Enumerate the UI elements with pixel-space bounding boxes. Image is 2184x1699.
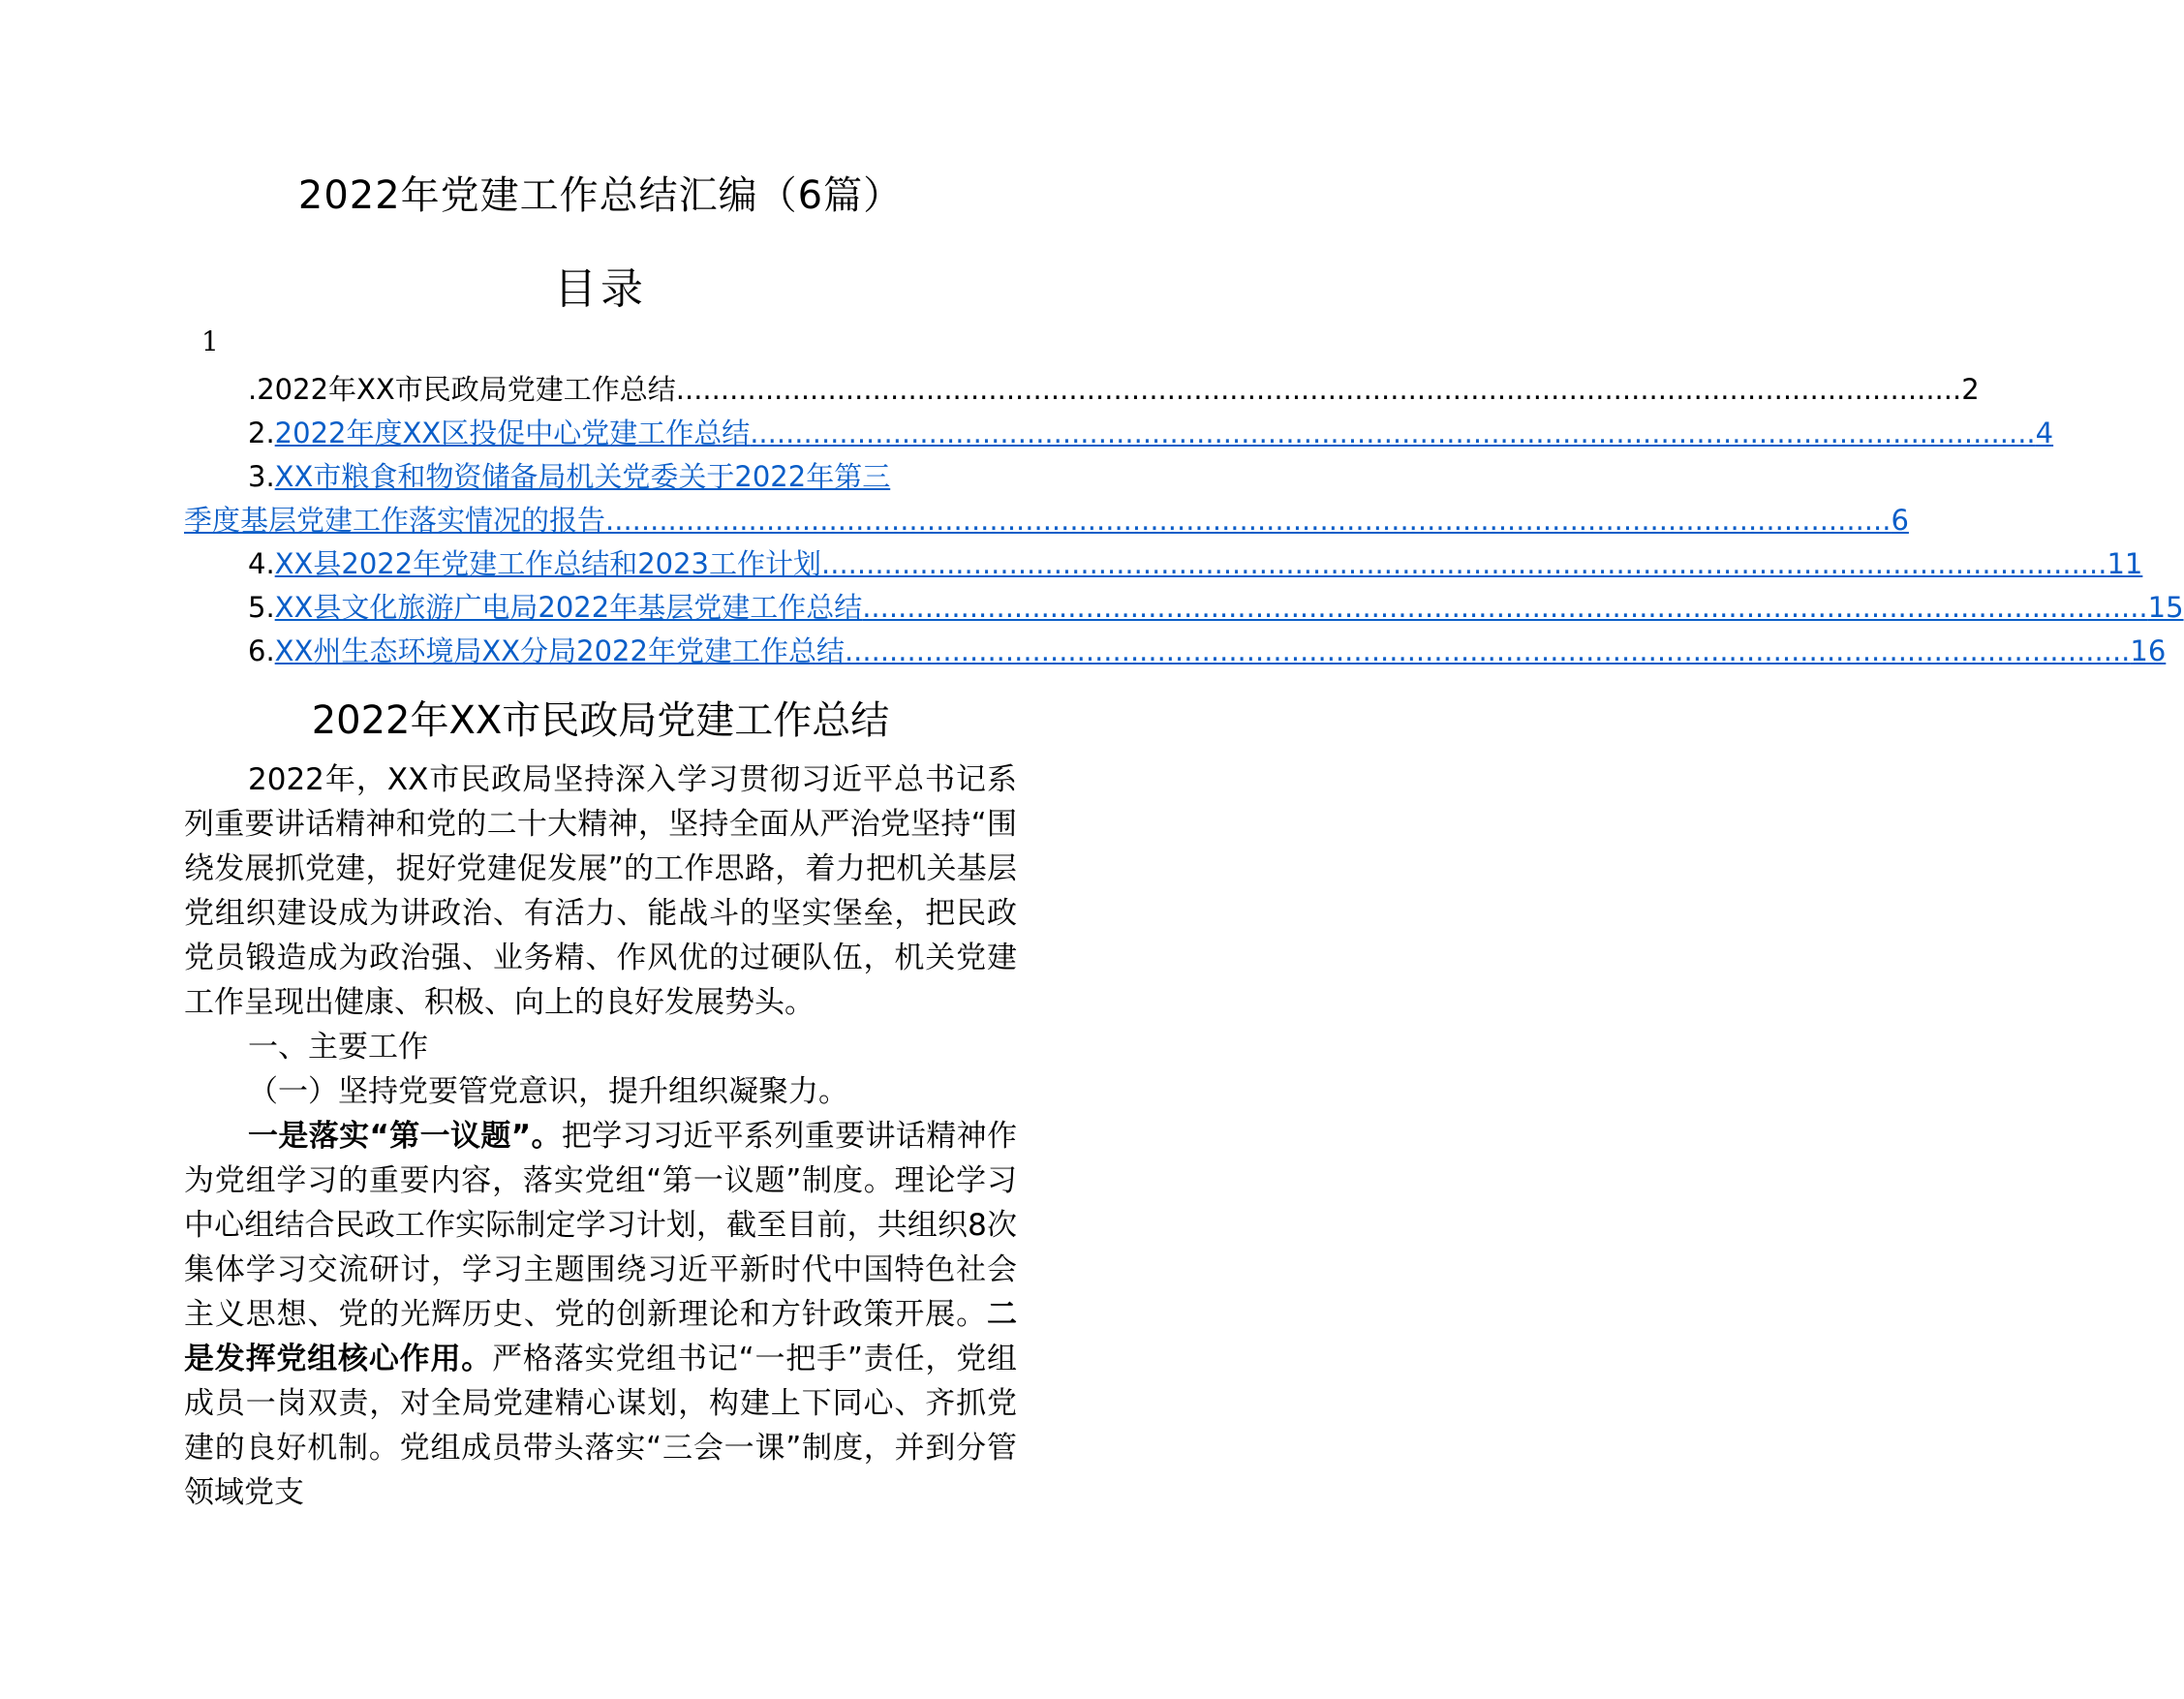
toc-entry-page: 4 [2035, 417, 2054, 449]
toc-heading: 目录 [554, 264, 647, 314]
paragraph-intro: 2022年，XX市民政局坚持深入学习贯彻习近平总书记系列重要讲话精神和党的二十大精神，坚持全面从严治党坚持“围绕发展抓党建，捉好党建促发展”的工作思路，着力把机关基层党组织建设成为讲政治、有活力、能战斗的坚实堡垒，把民政党员锻造成为政治强、业务精、作风优的过硬队伍，机关党建工作呈现出健康、积极、向上的良好发展势头。 [184, 762, 1017, 1020]
toc-entry-4[interactable] [184, 542, 2143, 586]
toc-entry-number: 6. [248, 634, 275, 667]
heading-main-work: 一、主要工作 [248, 1030, 428, 1065]
toc-leader-dots [845, 630, 2130, 673]
toc-entry-link[interactable]: XX州生态环境局XX分局2022年党建工作总结 [274, 634, 845, 667]
toc-entry-2[interactable] [184, 412, 2054, 455]
toc-entry-link[interactable]: XX市粮食和物资储备局机关党委关于2022年第三 [274, 460, 891, 493]
toc-leader-dots [862, 586, 2147, 630]
toc-entry-link[interactable]: 2022年度XX区投促中心党建工作总结 [274, 417, 751, 449]
toc-entry-3[interactable] [184, 455, 1909, 542]
toc-leader-dots [750, 412, 2035, 455]
toc-entry-number: 4. [248, 547, 275, 580]
toc-entry-1[interactable] [184, 368, 1980, 412]
toc-entry-page: 16 [2130, 634, 2167, 667]
toc-entry-page: 15 [2147, 591, 2184, 624]
paragraph-text-2: 严格落实党组书记“一把手”责任，党组成员一岗双责，对全局党建精心谋划，构建上下同心、齐抓党建的良好机制。党组成员带头落实“三会一课”制度，并到分管领域党支 [184, 1342, 1018, 1510]
paragraph-text-1: 把学习习近平系列重要讲话精神作为党组学习的重要内容，落实党组“第一议题”制度。理论学习中心组结合民政工作实际制定学习计划，截至目前，共组织8次集体学习交流研讨，学习主题围绕习近平新时代中国特色社会主义思想、党的光辉历史、党的创新理论和方针政策开展。 [184, 1119, 1018, 1332]
document-title: 2022年党建工作总结汇编（6篇） [297, 173, 904, 218]
toc-leader-dots [605, 499, 1891, 542]
toc-entry-number: 2. [248, 417, 275, 449]
toc-entry-5[interactable] [184, 586, 2184, 630]
body-text [184, 757, 1017, 1515]
toc-marker: 1 [201, 325, 219, 357]
toc-entry-link-continued[interactable]: 季度基层党建工作落实情况的报告 [184, 504, 606, 537]
toc-entry-6[interactable] [184, 630, 2167, 673]
toc-entry-number: 5. [248, 591, 275, 624]
toc-entry-page: 2 [1961, 373, 1980, 406]
table-of-contents [184, 368, 2184, 673]
subheading-organization: （一）坚持党要管党意识，提升组织凝聚力。 [248, 1074, 848, 1109]
toc-entry-link[interactable]: XX县2022年党建工作总结和2023工作计划 [274, 547, 822, 580]
toc-entry-number: 3. [248, 460, 275, 493]
toc-entry-link[interactable]: XX县文化旅游广电局2022年基层党建工作总结 [274, 591, 863, 624]
toc-leader-dots [821, 542, 2107, 586]
bold-lead-1: 一是落实“第一议题”。 [248, 1119, 562, 1154]
section-title: 2022年XX市民政局党建工作总结 [311, 698, 890, 743]
toc-entry-page: 6 [1891, 504, 1909, 537]
toc-leader-dots [676, 368, 1961, 412]
toc-entry-number: . [248, 373, 258, 406]
toc-entry-text: 2022年XX市民政局党建工作总结 [257, 373, 676, 406]
bold-lead-2: 二是发挥党组核心作用。 [184, 1297, 1017, 1376]
paragraph-first-topic [184, 1114, 1017, 1515]
toc-entry-page: 11 [2107, 547, 2143, 580]
